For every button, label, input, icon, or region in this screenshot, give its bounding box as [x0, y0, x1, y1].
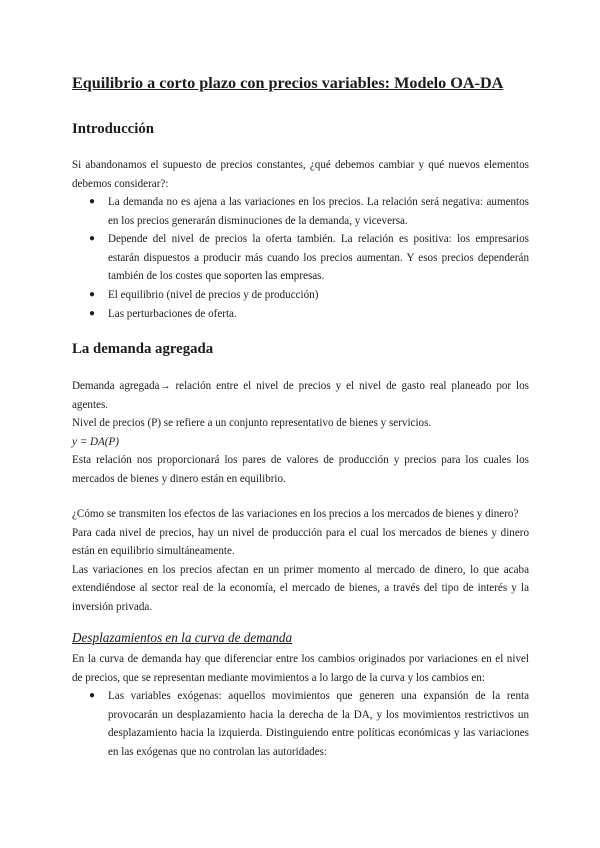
equilibrium-note: Esta relación nos proporcionará los pares de valores de producción y precios para los cuales los mercados de bienes y dinero están en equilibrio.	[72, 454, 529, 485]
transmission-block	[72, 505, 529, 617]
shifts-text: En la curva de demanda hay que diferenciar entre los cambios originados por variaciones en el nivel de precios, que se representan mediante movimientos a lo largo de la curva y los cambios en:	[72, 653, 529, 684]
bullet-icon: ●	[89, 307, 96, 319]
section-heading-demanda-agregada: La demanda agregada	[72, 341, 214, 357]
price-level-note: Nivel de precios (P) se refiere a un conjunto representativo de bienes y servicios.	[72, 417, 432, 430]
list-item	[72, 286, 529, 305]
list-item	[72, 230, 529, 286]
intro-paragraph	[72, 156, 529, 193]
transmission-question: ¿Cómo se transmiten los efectos de las variaciones en los precios a los mercados de bienes y dinero?	[72, 508, 519, 520]
list-item	[72, 305, 529, 324]
transmission-answer: Para cada nivel de precios, hay un nivel de producción para el cual los mercados de bienes y dinero están en equilibrio simultáneamente.	[72, 526, 529, 558]
bullet-icon: ●	[89, 233, 96, 245]
transmission-detail: Las variaciones en los precios afectan en un primer momento al mercado de dinero, lo que acaba extendiéndose al sector real de la economía, el mercado de bienes, a través del tipo de interés y la inversión privada.	[72, 563, 529, 613]
section-heading-introduccion: Introducción	[72, 121, 154, 137]
list-item-text: La demanda no es ajena a las variaciones en los precios. La relación será negativa: aumentos en los precios generarán disminuciones de la demanda, y viceversa.	[108, 196, 529, 227]
intro-text: Si abandonamos el supuesto de precios constantes, ¿qué debemos cambiar y qué nuevos elementos debemos considerar?:	[72, 159, 529, 190]
list-item	[72, 193, 529, 230]
bullet-icon: ●	[89, 196, 96, 207]
list-item-text: Las variables exógenas: aquellos movimientos que generen una expansión de la renta provocarán un desplazamiento hacia la derecha de la DA, y los movimientos restrictivos un desplazamiento hacia la izquierda. Distinguiendo entre políticas económicas y las variaciones en las exógenas que no controlan las autoridades:	[108, 690, 529, 758]
demand-equation: y = DA(P)	[72, 435, 119, 448]
bullet-icon: ●	[89, 690, 96, 701]
bullet-icon: ●	[89, 288, 96, 300]
shifts-bullet-list	[72, 687, 529, 761]
list-item-text: Depende del nivel de precios la oferta también. La relación es positiva: los empresarios estarán dispuestos a producir más cuando los precios aumentan. Y esos precios dependerán también de los costes que soporten las empresas.	[108, 233, 529, 283]
list-item-text: Las perturbaciones de oferta.	[108, 307, 237, 320]
demand-definition: Demanda agregada→ relación entre el nivel de precios y el nivel de gasto real planeado por los agentes.	[72, 380, 529, 411]
demand-definition-block	[72, 377, 529, 489]
list-item	[72, 687, 529, 761]
intro-bullet-list	[72, 193, 529, 323]
shifts-paragraph	[72, 650, 529, 687]
list-item-text: El equilibrio (nivel de precios y de producción)	[108, 288, 319, 301]
page-title: Equilibrio a corto plazo con precios variables: Modelo OA-DA	[72, 74, 504, 92]
subsection-heading-desplazamientos: Desplazamientos en la curva de demanda	[72, 630, 293, 645]
